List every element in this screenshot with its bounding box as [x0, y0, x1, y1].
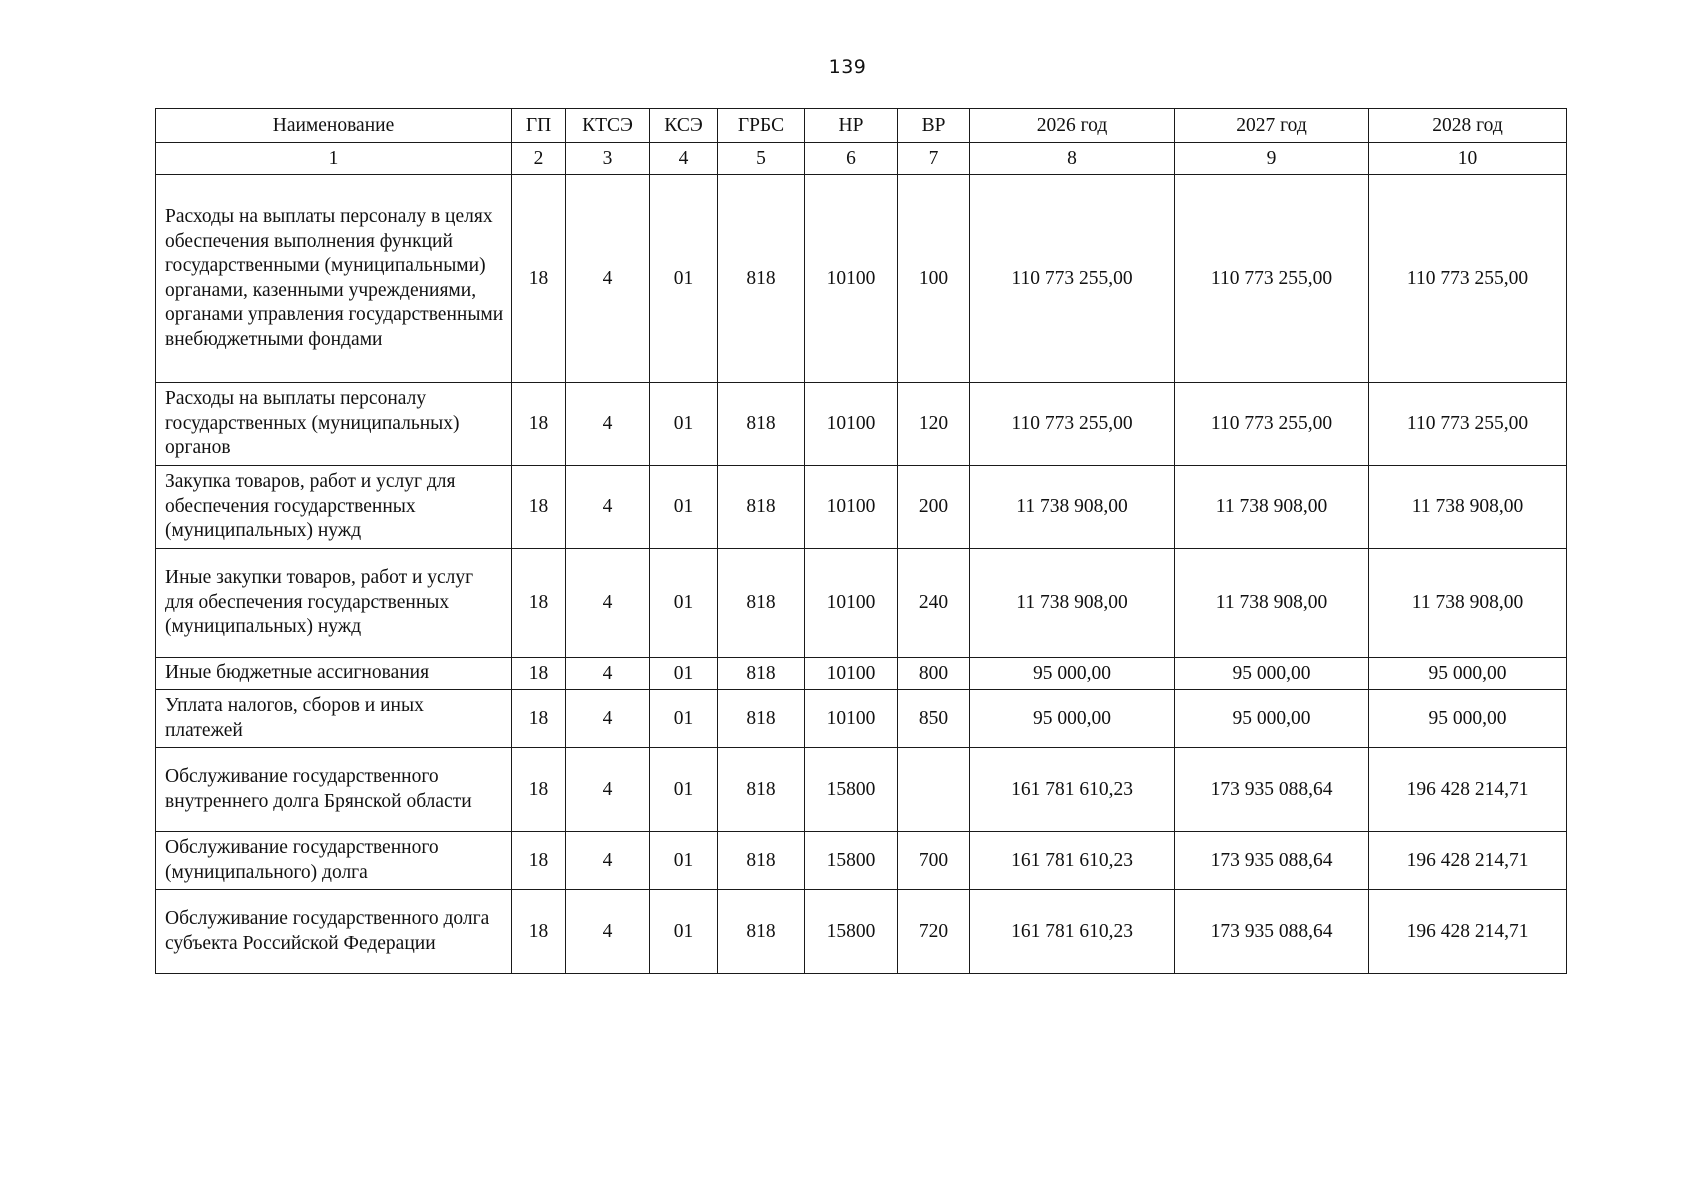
row-amount-2027: 95 000,00	[1175, 690, 1369, 748]
row-gp: 18	[512, 832, 566, 890]
row-vr: 200	[898, 466, 970, 549]
row-name: Уплата налогов, сборов и иных платежей	[156, 690, 512, 748]
row-name: Обслуживание государственного (муниципального) долга	[156, 832, 512, 890]
row-grbs: 818	[718, 466, 805, 549]
row-amount-2027: 95 000,00	[1175, 658, 1369, 690]
row-gp: 18	[512, 890, 566, 974]
header-nr: НР	[805, 109, 898, 143]
row-grbs: 818	[718, 890, 805, 974]
row-nr: 15800	[805, 890, 898, 974]
row-gp: 18	[512, 658, 566, 690]
table-row	[156, 658, 1567, 690]
column-number: 5	[718, 143, 805, 175]
row-nr: 10100	[805, 549, 898, 658]
row-gp: 18	[512, 466, 566, 549]
row-gp: 18	[512, 383, 566, 466]
budget-table	[155, 108, 1567, 974]
row-amount-2027: 11 738 908,00	[1175, 466, 1369, 549]
row-kse: 01	[650, 466, 718, 549]
header-vr: ВР	[898, 109, 970, 143]
row-kse: 01	[650, 690, 718, 748]
header-row	[156, 109, 1567, 143]
row-kse: 01	[650, 549, 718, 658]
table-row	[156, 175, 1567, 383]
row-amount-2027: 173 935 088,64	[1175, 890, 1369, 974]
table-row	[156, 383, 1567, 466]
column-number: 3	[566, 143, 650, 175]
row-vr	[898, 748, 970, 832]
row-amount-2028: 11 738 908,00	[1369, 466, 1567, 549]
row-amount-2028: 95 000,00	[1369, 690, 1567, 748]
row-kse: 01	[650, 658, 718, 690]
row-gp: 18	[512, 690, 566, 748]
row-grbs: 818	[718, 748, 805, 832]
row-amount-2028: 11 738 908,00	[1369, 549, 1567, 658]
row-amount-2026: 110 773 255,00	[970, 383, 1175, 466]
table-row	[156, 890, 1567, 974]
row-ktse: 4	[566, 383, 650, 466]
row-name: Иные бюджетные ассигнования	[156, 658, 512, 690]
row-grbs: 818	[718, 658, 805, 690]
row-amount-2027: 110 773 255,00	[1175, 383, 1369, 466]
row-vr: 120	[898, 383, 970, 466]
row-ktse: 4	[566, 175, 650, 383]
header-name: Наименование	[156, 109, 512, 143]
row-amount-2027: 173 935 088,64	[1175, 832, 1369, 890]
row-gp: 18	[512, 748, 566, 832]
row-gp: 18	[512, 175, 566, 383]
row-amount-2028: 95 000,00	[1369, 658, 1567, 690]
row-kse: 01	[650, 383, 718, 466]
row-ktse: 4	[566, 748, 650, 832]
header-2028: 2028 год	[1369, 109, 1567, 143]
row-nr: 15800	[805, 832, 898, 890]
column-number: 8	[970, 143, 1175, 175]
row-nr: 10100	[805, 690, 898, 748]
row-name: Расходы на выплаты персоналу в целях обеспечения выполнения функций государственными (муниципальными) органами, казенными учреждениями, органами управления государственными внебюджетными фондами	[156, 175, 512, 383]
row-amount-2026: 161 781 610,23	[970, 890, 1175, 974]
row-nr: 10100	[805, 658, 898, 690]
row-name: Иные закупки товаров, работ и услуг для обеспечения государственных (муниципальных) нужд	[156, 549, 512, 658]
row-amount-2027: 11 738 908,00	[1175, 549, 1369, 658]
header-grbs: ГРБС	[718, 109, 805, 143]
row-ktse: 4	[566, 466, 650, 549]
column-number: 6	[805, 143, 898, 175]
header-kse: КСЭ	[650, 109, 718, 143]
row-amount-2028: 196 428 214,71	[1369, 890, 1567, 974]
row-amount-2028: 196 428 214,71	[1369, 748, 1567, 832]
column-number-row	[156, 143, 1567, 175]
row-ktse: 4	[566, 658, 650, 690]
row-ktse: 4	[566, 832, 650, 890]
row-amount-2026: 95 000,00	[970, 690, 1175, 748]
row-grbs: 818	[718, 175, 805, 383]
row-vr: 100	[898, 175, 970, 383]
column-number: 9	[1175, 143, 1369, 175]
row-amount-2027: 110 773 255,00	[1175, 175, 1369, 383]
row-kse: 01	[650, 175, 718, 383]
table-row	[156, 466, 1567, 549]
page-number: 139	[828, 56, 867, 78]
row-amount-2026: 11 738 908,00	[970, 466, 1175, 549]
column-number: 4	[650, 143, 718, 175]
row-kse: 01	[650, 832, 718, 890]
row-name: Расходы на выплаты персоналу государственных (муниципальных) органов	[156, 383, 512, 466]
row-name: Закупка товаров, работ и услуг для обеспечения государственных (муниципальных) нужд	[156, 466, 512, 549]
row-ktse: 4	[566, 890, 650, 974]
header-gp: ГП	[512, 109, 566, 143]
row-amount-2026: 161 781 610,23	[970, 832, 1175, 890]
row-name: Обслуживание государственного долга субъекта Российской Федерации	[156, 890, 512, 974]
row-ktse: 4	[566, 549, 650, 658]
row-amount-2026: 110 773 255,00	[970, 175, 1175, 383]
column-number: 7	[898, 143, 970, 175]
row-ktse: 4	[566, 690, 650, 748]
row-gp: 18	[512, 549, 566, 658]
row-name: Обслуживание государственного внутреннего долга Брянской области	[156, 748, 512, 832]
row-vr: 800	[898, 658, 970, 690]
row-amount-2026: 11 738 908,00	[970, 549, 1175, 658]
row-amount-2026: 95 000,00	[970, 658, 1175, 690]
row-vr: 850	[898, 690, 970, 748]
table-row	[156, 690, 1567, 748]
row-nr: 10100	[805, 175, 898, 383]
header-2026: 2026 год	[970, 109, 1175, 143]
row-nr: 15800	[805, 748, 898, 832]
column-number: 10	[1369, 143, 1567, 175]
row-nr: 10100	[805, 466, 898, 549]
row-amount-2028: 110 773 255,00	[1369, 383, 1567, 466]
row-amount-2028: 110 773 255,00	[1369, 175, 1567, 383]
row-amount-2027: 173 935 088,64	[1175, 748, 1369, 832]
row-kse: 01	[650, 890, 718, 974]
row-grbs: 818	[718, 832, 805, 890]
table-row	[156, 832, 1567, 890]
row-grbs: 818	[718, 549, 805, 658]
column-number: 2	[512, 143, 566, 175]
table-row	[156, 549, 1567, 658]
row-amount-2026: 161 781 610,23	[970, 748, 1175, 832]
column-number: 1	[156, 143, 512, 175]
row-grbs: 818	[718, 383, 805, 466]
row-kse: 01	[650, 748, 718, 832]
row-vr: 720	[898, 890, 970, 974]
header-2027: 2027 год	[1175, 109, 1369, 143]
row-amount-2028: 196 428 214,71	[1369, 832, 1567, 890]
row-vr: 240	[898, 549, 970, 658]
row-nr: 10100	[805, 383, 898, 466]
row-grbs: 818	[718, 690, 805, 748]
row-vr: 700	[898, 832, 970, 890]
table-row	[156, 748, 1567, 832]
header-ktse: КТСЭ	[566, 109, 650, 143]
